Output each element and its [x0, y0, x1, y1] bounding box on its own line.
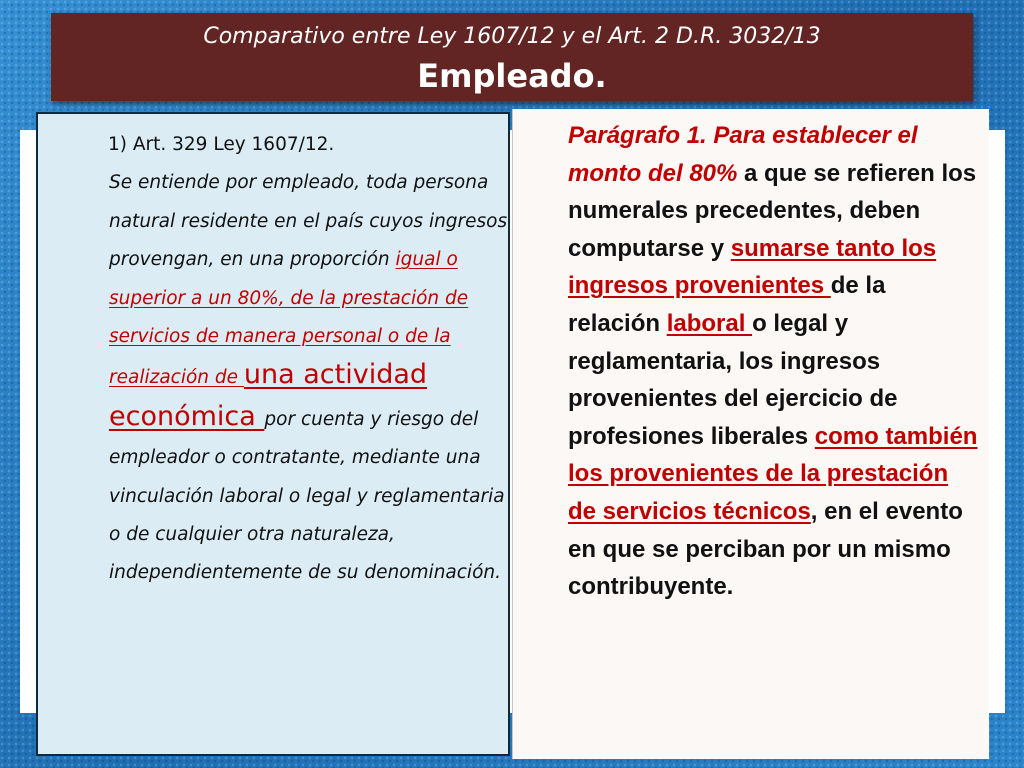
slide-subtitle: Comparativo entre Ley 1607/12 y el Art. 2 D.R. 3032/13 — [203, 24, 821, 49]
law-highlight-2: una actividad económica — [109, 359, 428, 432]
paragraph-heading: Parágrafo 1. Para establecer el monto del 80% — [568, 122, 918, 187]
law-article-text — [109, 126, 509, 593]
decree-text-4: , en el evento en que se perciban por un mismo contribuyente. — [568, 497, 963, 601]
left-text-panel — [36, 112, 510, 756]
decree-text-2: de la relación — [568, 272, 886, 337]
right-text-panel — [512, 109, 989, 759]
paragraph-decree-text — [568, 117, 978, 606]
slide-title: Empleado. — [417, 57, 607, 95]
law-text-1: Se entiende por empleado, toda persona natural residente en el país cuyos ingresos provengan, en una proporción — [109, 172, 508, 271]
decree-highlight-2: laboral — [666, 309, 753, 337]
article-heading: 1) Art. 329 Ley 1607/12. — [108, 134, 335, 155]
decree-highlight-1: sumarse tanto los ingresos provenientes — [568, 234, 937, 300]
decree-highlight-3: como también los provenientes de la prestación de servicios técnicos — [568, 422, 978, 525]
law-text-2: por cuenta y riesgo del empleador o contratante, mediante una vinculación laboral o legal y reglamentaria o de cualquier otra naturaleza, independientemente de su denominación. — [109, 408, 505, 584]
title-bar — [51, 13, 973, 101]
decree-text-1: a que se refieren los numerales precedentes, deben computarse y — [568, 159, 977, 262]
decree-text-3: o legal y reglamentaria, los ingresos provenientes del ejercicio de profesiones liberales — [568, 309, 898, 450]
law-highlight-1: igual o superior a un 80%, de la prestación de servicios de manera personal o de la realización de — [109, 249, 469, 389]
